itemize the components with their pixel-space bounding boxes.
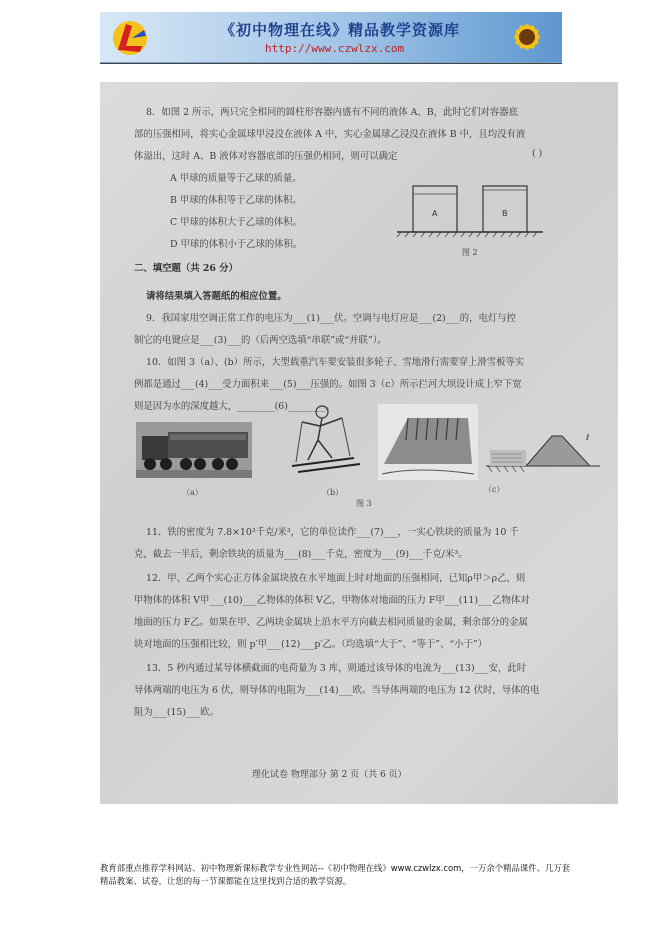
q10-line3: 则是因为水的深度越大，________(6)________。: [134, 401, 335, 412]
q12-line1: 12．甲、乙两个实心正方体金属块放在水平地面上时对地面的压强相同，已知ρ甲＞ρ乙，则: [146, 573, 526, 584]
q8-line3: 体溢出，这时 A、B 液体对容器底部的压强仍相同，则可以确定: [134, 151, 398, 162]
q8-line1: 8．如图 2 所示，两只完全相同的圆柱形容器内盛有不同的液体 A、B，此时它们对容器底: [146, 107, 519, 118]
q13-line3: 阻为___(15)___欧。: [134, 707, 219, 718]
banner-title: 《初中物理在线》精品教学资源库: [220, 21, 461, 39]
q11-line1: 11．铁的密度为 7.8×10³千克/米³，它的单位读作___(7)___，一实心铁块的质量为 10 千: [146, 527, 519, 538]
figure-3b-caption: （b）: [322, 488, 344, 497]
site-logo: [108, 16, 152, 58]
figure-3c-dam: [378, 404, 478, 480]
site-banner: [100, 12, 562, 63]
figure-3a-caption: （a）: [182, 488, 203, 497]
container-a-label: A: [432, 209, 438, 218]
figure-3c-dam-cross-section: [486, 426, 600, 476]
q12-line2: 甲物体的体积 V甲___(10)___乙物体的体积 V乙，甲物体对地面的压力 F甲___(11)___乙物体对: [134, 595, 530, 606]
container-b-label: B: [502, 209, 508, 218]
sunflower-image: [498, 14, 556, 60]
figure-2-caption: 图 2: [462, 248, 478, 257]
q8-option-c: C 甲球的体积大于乙球的体积。: [170, 217, 303, 228]
q9-line2: 制它的电键应是___(3)___的（后两空选填“串联”或“并联”）。: [134, 335, 387, 346]
q13-line2: 导体两端的电压为 6 伏，则导体的电阻为___(14)___欧。当导体两端的电压为 12 伏时，导体的电: [134, 685, 540, 696]
figure-3c-caption: （c）: [484, 485, 505, 494]
q12-line4: 块对地面的压强相比较，则 p′甲___(12)___p′乙。（均选填“大于”、“等于”、“小于”）: [134, 639, 488, 650]
scanned-exam-page: [100, 82, 618, 804]
figure-3a-truck: [136, 422, 252, 478]
q8-option-b: B 甲球的体积等于乙球的体积。: [170, 195, 302, 206]
section-2-instruction: 请将结果填入答题纸的相应位置。: [146, 291, 287, 302]
figure-2-containers: [395, 176, 545, 242]
svg-text:ℓ: ℓ: [586, 433, 590, 442]
q8-option-a: A 甲球的质量等于乙球的质量。: [170, 173, 302, 184]
exam-page-footer: 理化试卷 物理部分 第 2 页（共 6 页）: [252, 770, 407, 780]
banner-url[interactable]: http://www.czwlzx.com: [265, 42, 405, 55]
banner-divider: [100, 63, 562, 64]
site-footer-note: 教育部重点推荐学科网站、初中物理新课标教学专业性网站--《初中物理在线》www.czwlzx.com，一万余个精品课件、几万套精品教案、试卷，让您的每一节课都能在这里找到合适的教学资源。: [100, 863, 571, 886]
q10-line1: 10．如图 3（a）、(b）所示，大型载重汽车要安装很多轮子、雪地滑行需要穿上滑雪板等实: [146, 357, 525, 368]
q10-line2: 例都是通过___(4)___受力面积来___(5)___压强的。如图 3（c）所示拦河大坝设计成上窄下宽: [134, 379, 522, 390]
figure-3-caption: 图 3: [356, 499, 372, 508]
section-2-heading: 二、填空题（共 26 分）: [134, 263, 238, 274]
q12-line3: 地面的压力 F乙。如果在甲、乙两块金属块上沿水平方向截去相同质量的金属，剩余部分的金属: [134, 617, 528, 628]
figure-3b-skier: [288, 400, 368, 482]
q13-line1: 13．5 秒内通过某导体横截面的电荷量为 3 库，则通过该导体的电流为___(13)___安，此时: [146, 663, 527, 674]
q8-option-d: D 甲球的体积小于乙球的体积。: [170, 239, 303, 250]
q9-line1: 9．我国家用空调正常工作的电压为___(1)___伏。空调与电灯应是___(2)___的，电灯与控: [146, 313, 517, 324]
q8-line2: 部的压强相同，将实心金属球甲浸没在液体 A 中，实心金属球乙浸没在液体 B 中，且均没有液: [134, 129, 526, 140]
q11-line2: 克，截去一半后，剩余铁块的质量为___(8)___千克，密度为___(9)___千克/米³。: [134, 549, 468, 560]
q8-answer-paren: ( ): [532, 148, 543, 159]
